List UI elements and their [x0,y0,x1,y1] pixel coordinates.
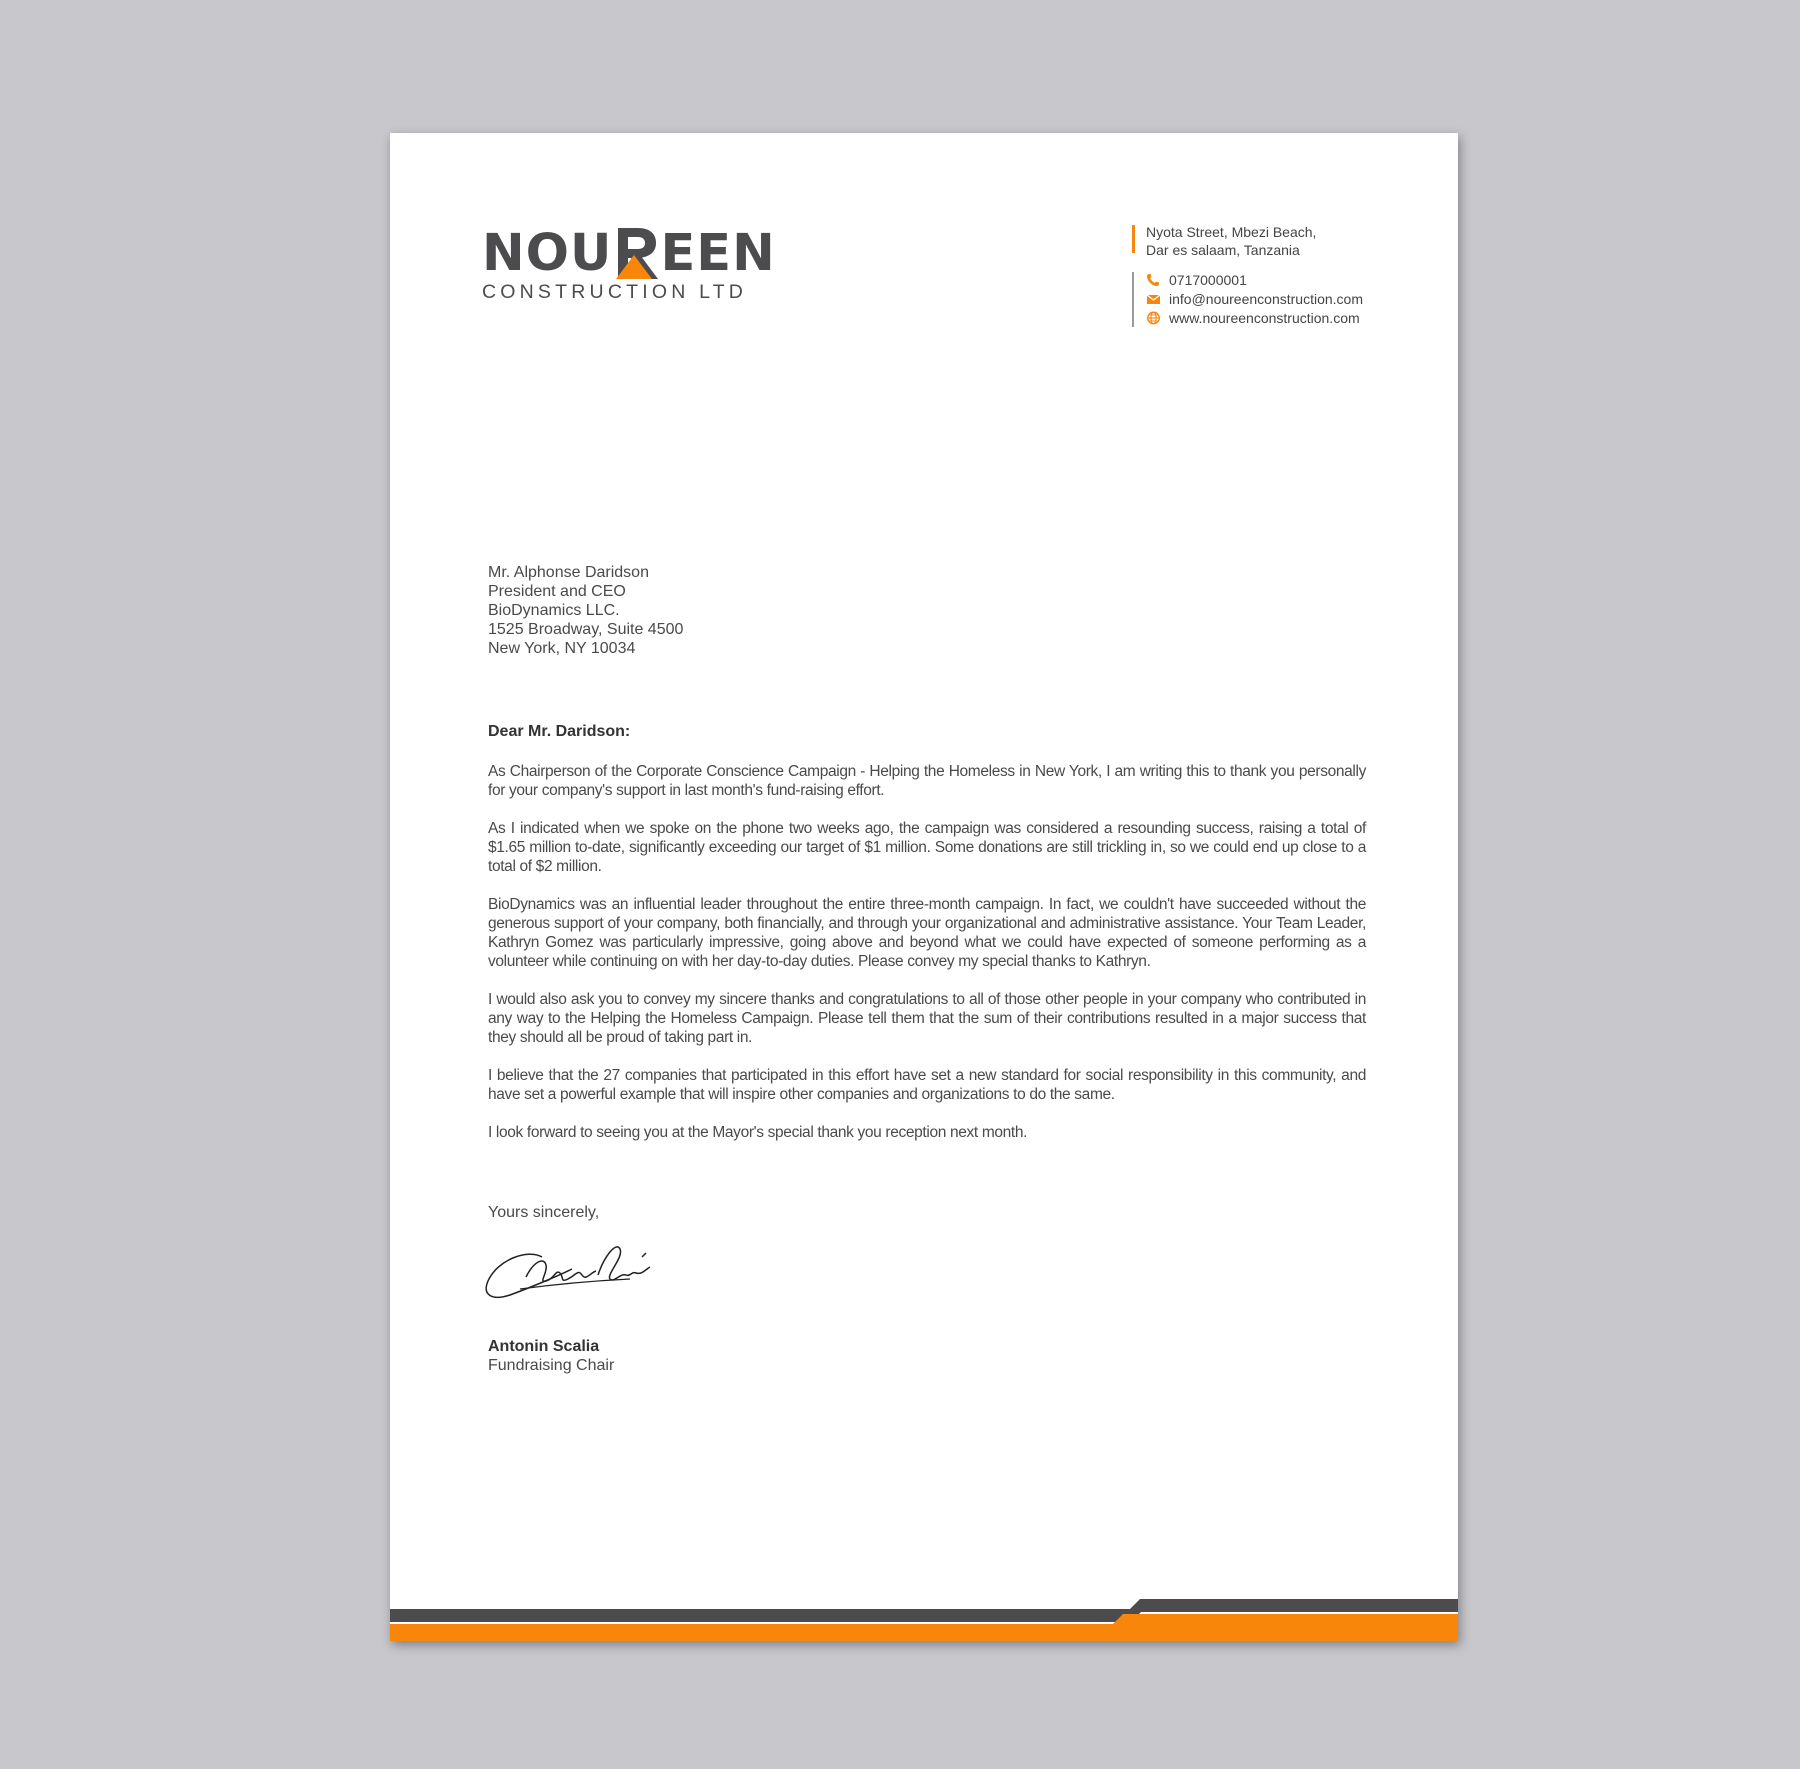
phone-number: 0717000001 [1169,271,1247,288]
paragraph-5: I believe that the 27 companies that participated in this effort have set a new standard for social responsibility in this community, and have set a powerful example that will inspire other companies and organizations to do the same. [488,1067,1366,1103]
logo-text-end: EEN [660,224,776,283]
contact-divider-bar [1132,272,1134,327]
paragraph-1: As Chairperson of the Corporate Conscience Campaign - Helping the Homeless in New York, I am writing this to thank you personally for your company's support in last month's fund-raising effort. [488,763,1366,799]
signature-image [480,1235,680,1315]
recipient-company: BioDynamics LLC. [488,602,620,619]
recipient-address [488,563,683,658]
footer-stripes [390,1599,1458,1641]
email-link[interactable]: info@noureenconstruction.com [1169,290,1363,307]
address-block [1132,223,1432,259]
mail-icon [1146,292,1162,306]
recipient-street: 1525 Broadway, Suite 4500 [488,621,684,638]
address-line-1: Nyota Street, Mbezi Beach, [1146,224,1317,240]
paragraph-2: As I indicated when we spoke on the phone two weeks ago, the campaign was considered a resounding success, raising a total of $1.65 million to-date, significantly exceeding our target of $1 million. Some donations are still trickling in, so we could end up close to a total of $2 million. [488,820,1366,875]
salutation: Dear Mr. Daridson: [488,723,631,740]
letter-body [488,762,1366,1161]
phone-row [1146,270,1432,289]
logo-wordmark [482,221,782,283]
recipient-city: New York, NY 10034 [488,640,636,657]
logo-r-icon [614,228,658,279]
recipient-title: President and CEO [488,583,626,600]
email-row [1146,289,1432,308]
closing-line: Yours sincerely, [488,1204,600,1221]
signer-title: Fundraising Chair [488,1357,615,1374]
recipient-name: Mr. Alphonse Daridson [488,564,649,581]
website-link[interactable]: www.noureenconstruction.com [1169,309,1360,326]
address-accent-bar [1132,225,1135,253]
signer-name: Antonin Scalia [488,1338,600,1355]
address-line-2: Dar es salaam, Tanzania [1146,242,1300,258]
letterhead-page [390,133,1458,1641]
contact-info-block [1132,270,1432,327]
company-logo [482,221,782,321]
contact-block [1132,223,1432,327]
paragraph-3: BioDynamics was an influential leader throughout the entire three-month campaign. In fact, we couldn't have succeeded without the generous support of your company, both financially, and through your organizational and administrative assistance. Your Team Leader, Kathryn Gomez was particularly impressive, going above and beyond what we could have expected of someone performing as a volunteer while continuing on with her day-to-day duties. Please convey my special thanks to Kathryn. [488,896,1366,970]
globe-icon [1146,311,1162,325]
logo-text-start: NOU [482,224,613,283]
website-row [1146,308,1432,327]
paragraph-6: I look forward to seeing you at the Mayor's special thank you reception next month. [488,1124,1028,1141]
phone-icon [1146,273,1162,287]
paragraph-4: I would also ask you to convey my sincere thanks and congratulations to all of those other people in your company who contributed in any way to the Helping the Homeless Campaign. Please tell them that the sum of their contributions resulted in a major success that they should all be proud of taking part in. [488,991,1366,1046]
logo-tagline: CONSTRUCTION LTD [482,281,748,303]
